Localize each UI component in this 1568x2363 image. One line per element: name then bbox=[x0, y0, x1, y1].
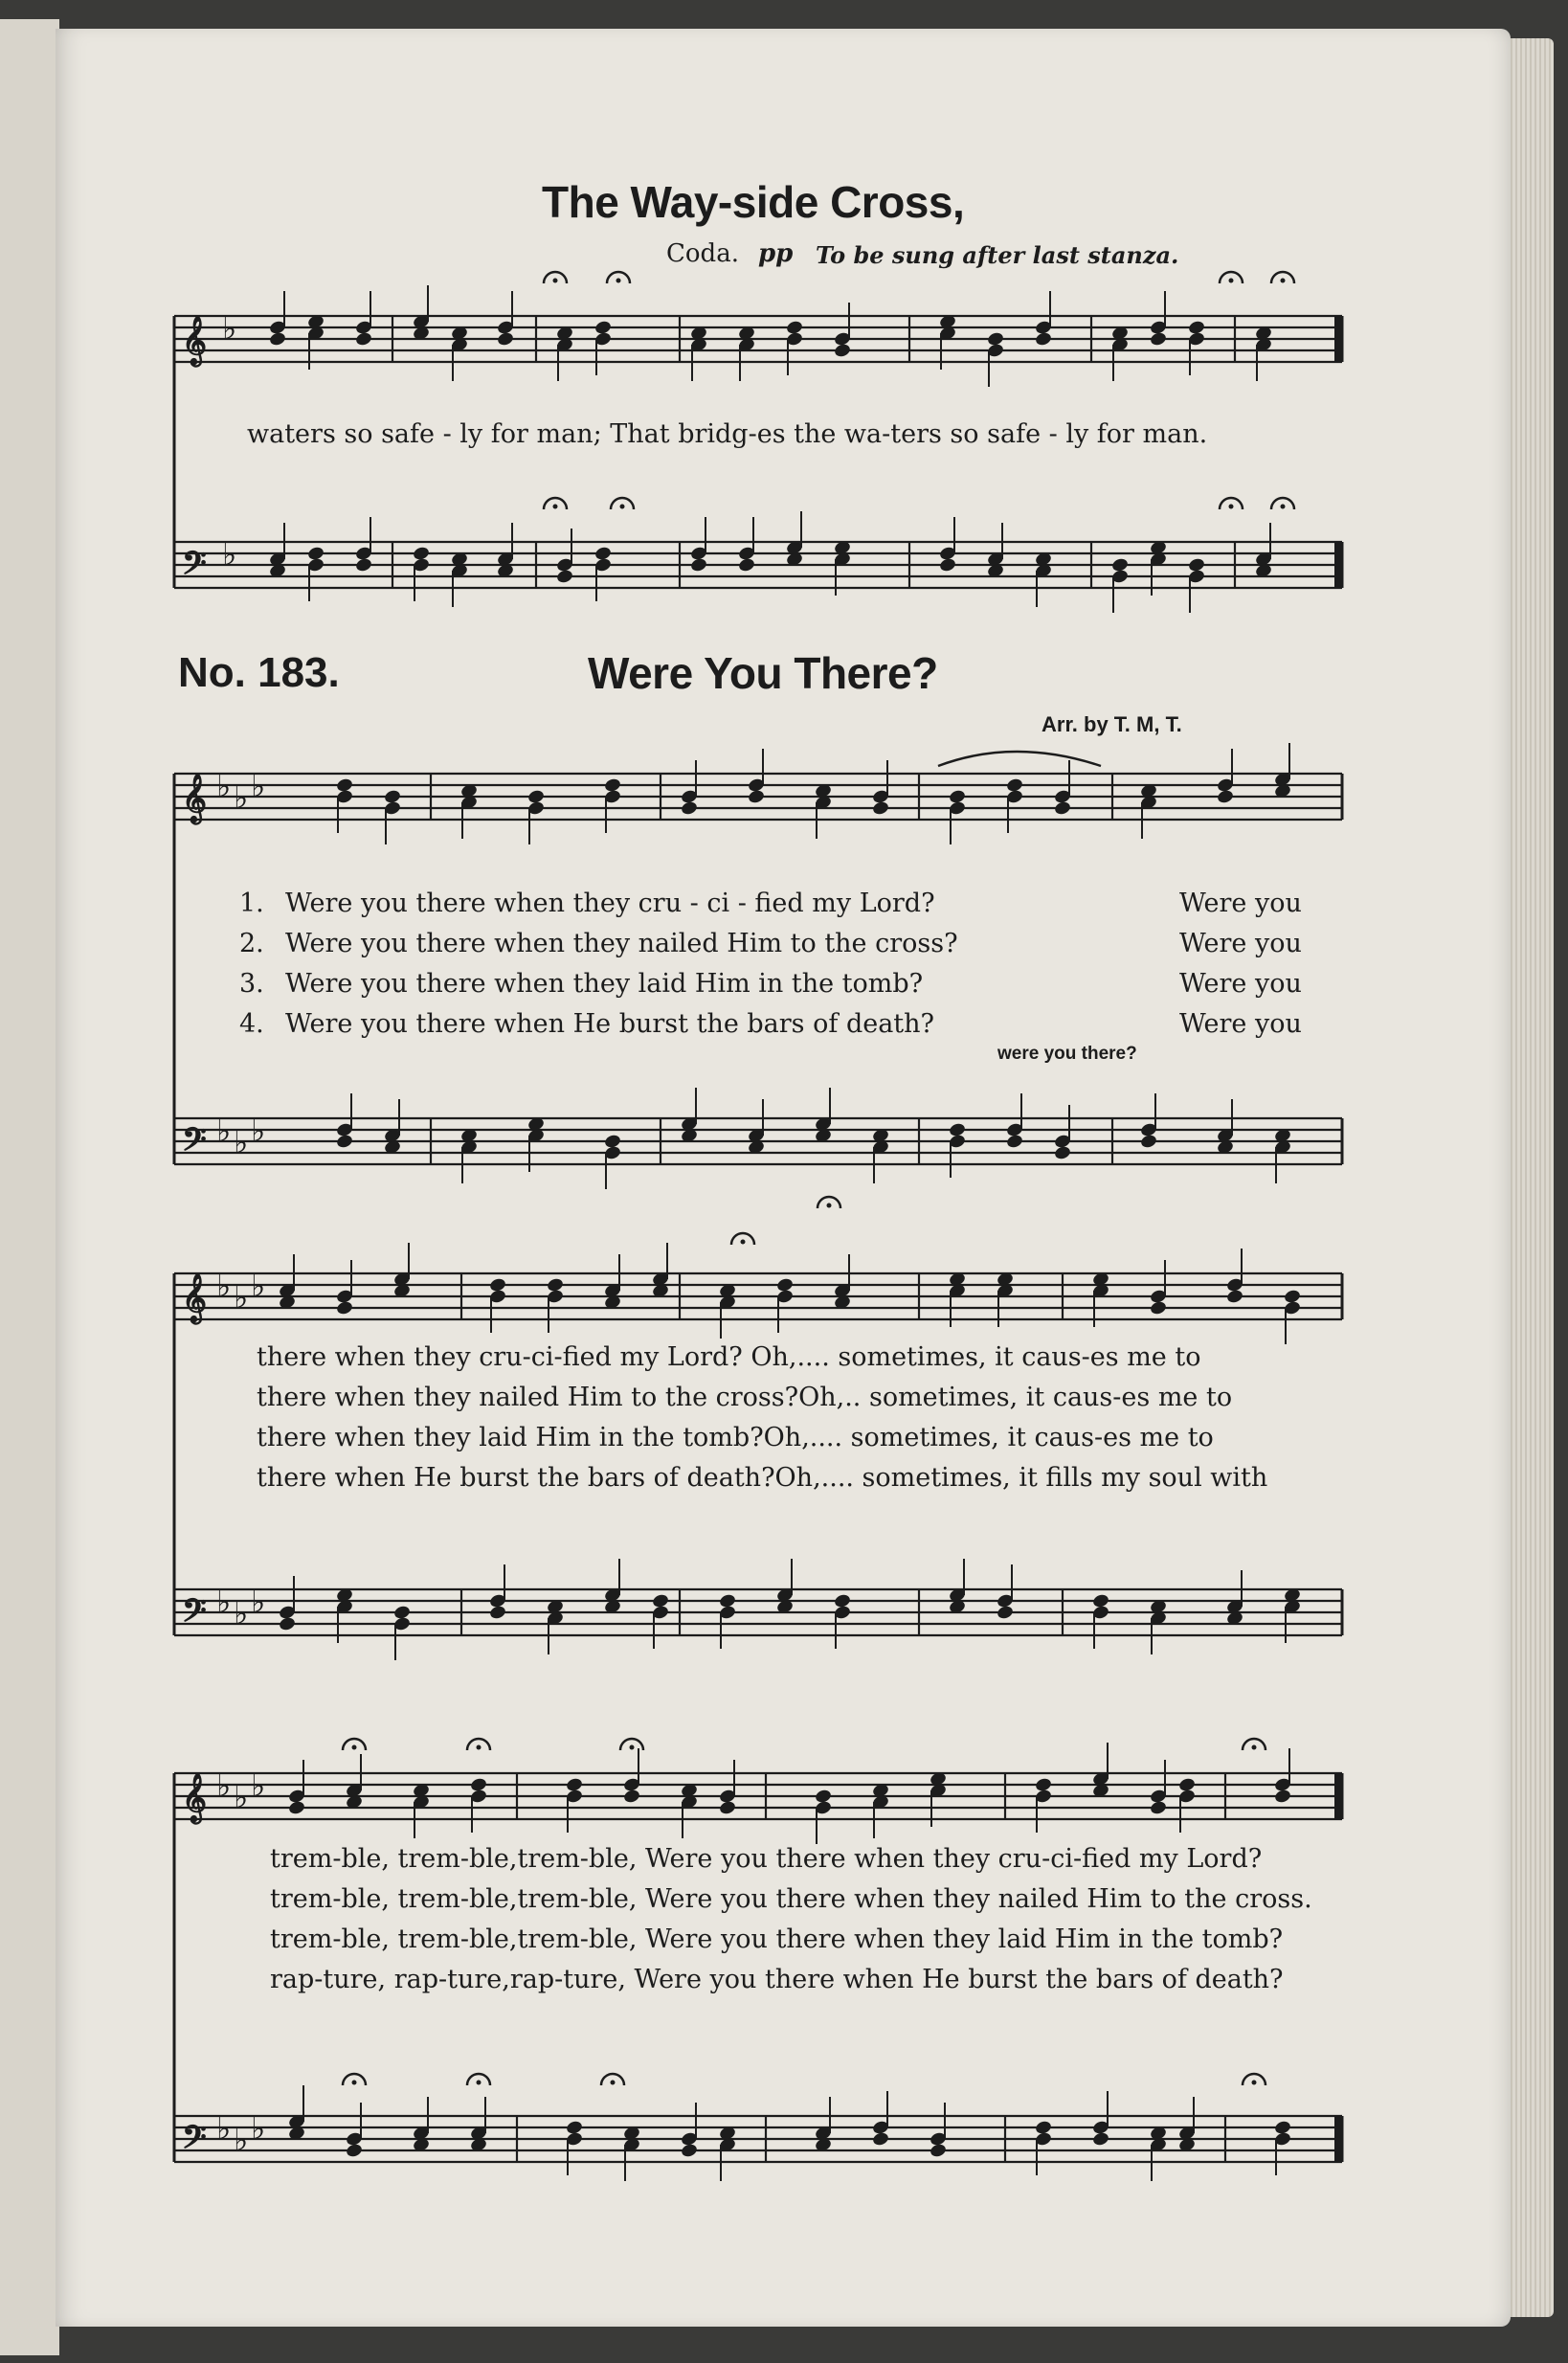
verse-line-end: Were you bbox=[1179, 1009, 1302, 1039]
verse-line-end: Were you bbox=[1179, 889, 1302, 918]
note-head bbox=[871, 2131, 889, 2148]
note-head bbox=[938, 557, 956, 574]
flat-icon: ♭ bbox=[216, 768, 232, 804]
fermata-dot bbox=[352, 2081, 357, 2085]
note-head bbox=[747, 789, 765, 805]
note-head bbox=[287, 1800, 305, 1816]
flat-icon: ♭ bbox=[251, 1113, 266, 1149]
fermata-dot bbox=[741, 1240, 746, 1245]
note-head bbox=[1005, 1134, 1023, 1150]
note-head bbox=[335, 1300, 353, 1317]
fermata-dot bbox=[827, 1204, 832, 1208]
note-head bbox=[496, 331, 514, 348]
fermata-dot bbox=[630, 1745, 635, 1750]
note-head bbox=[622, 1789, 640, 1805]
note-head bbox=[718, 1800, 736, 1816]
refrain-cue: were you there? bbox=[997, 1044, 1137, 1064]
verse-line: Were you there when they laid Him in the tomb? bbox=[285, 969, 924, 999]
coda-instruction: To be sung after last stanza. bbox=[816, 241, 1179, 269]
final-barline bbox=[1334, 542, 1342, 588]
flat-icon: ♭ bbox=[216, 1268, 232, 1304]
flat-icon: ♭ bbox=[216, 2110, 232, 2147]
note-head bbox=[488, 1605, 506, 1621]
note-head bbox=[1225, 1289, 1243, 1305]
verse-line-end: Were you bbox=[1179, 929, 1302, 958]
bass-clef-icon: 𝄢 bbox=[182, 2119, 207, 2164]
flat-icon: ♭ bbox=[234, 1595, 249, 1632]
treble-clef-icon: 𝄞 bbox=[182, 316, 208, 365]
treble-clef-icon: 𝄞 bbox=[182, 774, 208, 822]
verse-line: Were you there when He burst the bars of death? bbox=[285, 1009, 935, 1039]
note-head bbox=[278, 1616, 296, 1632]
verse-number: 3. bbox=[239, 969, 264, 999]
fermata-dot bbox=[553, 279, 558, 283]
note-head bbox=[354, 331, 372, 348]
coda-hymn-title: The Way-side Cross, bbox=[542, 177, 965, 227]
flat-icon: ♭ bbox=[251, 2110, 266, 2147]
hymn-title: Were You There? bbox=[588, 648, 938, 698]
fermata-dot bbox=[477, 1745, 482, 1750]
note-head bbox=[833, 343, 851, 359]
lyric-line: trem-ble, trem-ble,trem-ble, Were you there when they nailed Him to the cross. bbox=[270, 1884, 1312, 1914]
note-head bbox=[871, 800, 889, 817]
flat-icon: ♭ bbox=[251, 768, 266, 804]
fermata-dot bbox=[611, 2081, 616, 2085]
lyric-line: rap-ture, rap-ture,rap-ture, Were you there when He burst the bars of death? bbox=[270, 1965, 1284, 1994]
fermata-dot bbox=[477, 2081, 482, 2085]
fermata-dot bbox=[1252, 1745, 1257, 1750]
note-head bbox=[555, 569, 573, 585]
note-head bbox=[1091, 2131, 1109, 2148]
flat-icon: ♭ bbox=[234, 1279, 249, 1316]
lyric-line: there when they cru-ci-fied my Lord? Oh,.... sometimes, it caus-es me to bbox=[257, 1342, 1201, 1372]
bass-clef-icon: 𝄢 bbox=[182, 1592, 207, 1637]
flat-icon: ♭ bbox=[234, 2122, 249, 2158]
bass-clef-icon: 𝄢 bbox=[182, 545, 207, 590]
note-head bbox=[1139, 1134, 1157, 1150]
note-head bbox=[737, 557, 755, 574]
fermata-dot bbox=[620, 505, 625, 509]
note-head bbox=[680, 2143, 698, 2159]
final-barline bbox=[1334, 2116, 1342, 2162]
note-head bbox=[1053, 1145, 1071, 1161]
note-head bbox=[1149, 1800, 1167, 1816]
note-head bbox=[929, 2143, 947, 2159]
flat-icon: ♭ bbox=[222, 310, 237, 347]
fermata-dot bbox=[352, 1745, 357, 1750]
bass-clef-icon: 𝄢 bbox=[182, 1121, 207, 1166]
dynamic-marking: pp bbox=[758, 239, 794, 268]
verse-number: 1. bbox=[239, 889, 264, 918]
lyric-line: there when He burst the bars of death?Oh,.... sometimes, it fills my soul with bbox=[257, 1463, 1268, 1493]
flat-icon: ♭ bbox=[216, 1584, 232, 1620]
lyric-line: there when they nailed Him to the cross?Oh,.. sometimes, it caus-es me to bbox=[257, 1383, 1233, 1412]
note-head bbox=[335, 1134, 353, 1150]
fermata-dot bbox=[1281, 279, 1286, 283]
coda-lyric: waters so safe - ly for man; That bridg-es the wa-ters so safe - ly for man. bbox=[247, 419, 1208, 449]
flat-icon: ♭ bbox=[251, 1268, 266, 1304]
flat-icon: ♭ bbox=[234, 1779, 249, 1815]
note-head bbox=[689, 557, 707, 574]
note-head bbox=[345, 2143, 363, 2159]
treble-clef-icon: 𝄞 bbox=[182, 1773, 208, 1822]
verse-number: 2. bbox=[239, 929, 264, 958]
note-head bbox=[1273, 1789, 1291, 1805]
verse-number: 4. bbox=[239, 1009, 264, 1039]
flat-icon: ♭ bbox=[251, 1767, 266, 1804]
fermata-dot bbox=[1229, 279, 1234, 283]
verse-line-end: Were you bbox=[1179, 969, 1302, 999]
fermata-dot bbox=[553, 505, 558, 509]
verse-line: Were you there when they cru - ci - fied my Lord? bbox=[285, 889, 935, 918]
arranger-credit: Arr. by T. M, T. bbox=[1042, 712, 1182, 736]
fermata-dot bbox=[616, 279, 621, 283]
note-head bbox=[1034, 331, 1052, 348]
note-head bbox=[354, 557, 372, 574]
note-head bbox=[1216, 789, 1234, 805]
tie-slur bbox=[938, 752, 1101, 766]
note-head bbox=[1149, 1300, 1167, 1317]
treble-clef-icon: 𝄞 bbox=[182, 1273, 208, 1322]
note-head bbox=[1053, 800, 1071, 817]
flat-icon: ♭ bbox=[234, 779, 249, 816]
flat-icon: ♭ bbox=[216, 1767, 232, 1804]
note-head bbox=[996, 1605, 1014, 1621]
hymn-number: No. 183. bbox=[178, 649, 340, 696]
note-head bbox=[268, 331, 286, 348]
flat-icon: ♭ bbox=[222, 536, 237, 573]
verse-line: Were you there when they nailed Him to the cross? bbox=[285, 929, 958, 958]
fermata-dot bbox=[1281, 505, 1286, 509]
lyric-line: there when they laid Him in the tomb?Oh,.... sometimes, it caus-es me to bbox=[257, 1423, 1214, 1452]
note-head bbox=[1149, 331, 1167, 348]
flat-icon: ♭ bbox=[216, 1113, 232, 1149]
note-head bbox=[680, 800, 698, 817]
final-barline bbox=[1334, 1773, 1342, 1819]
final-barline bbox=[1334, 316, 1342, 362]
flat-icon: ♭ bbox=[234, 1124, 249, 1160]
fermata-dot bbox=[1252, 2081, 1257, 2085]
lyric-line: trem-ble, trem-ble,trem-ble, Were you there when they cru-ci-fied my Lord? bbox=[270, 1844, 1263, 1874]
lyric-line: trem-ble, trem-ble,trem-ble, Were you there when they laid Him in the tomb? bbox=[270, 1924, 1284, 1954]
coda-label: Coda. bbox=[666, 239, 739, 268]
fermata-dot bbox=[1229, 505, 1234, 509]
flat-icon: ♭ bbox=[251, 1584, 266, 1620]
